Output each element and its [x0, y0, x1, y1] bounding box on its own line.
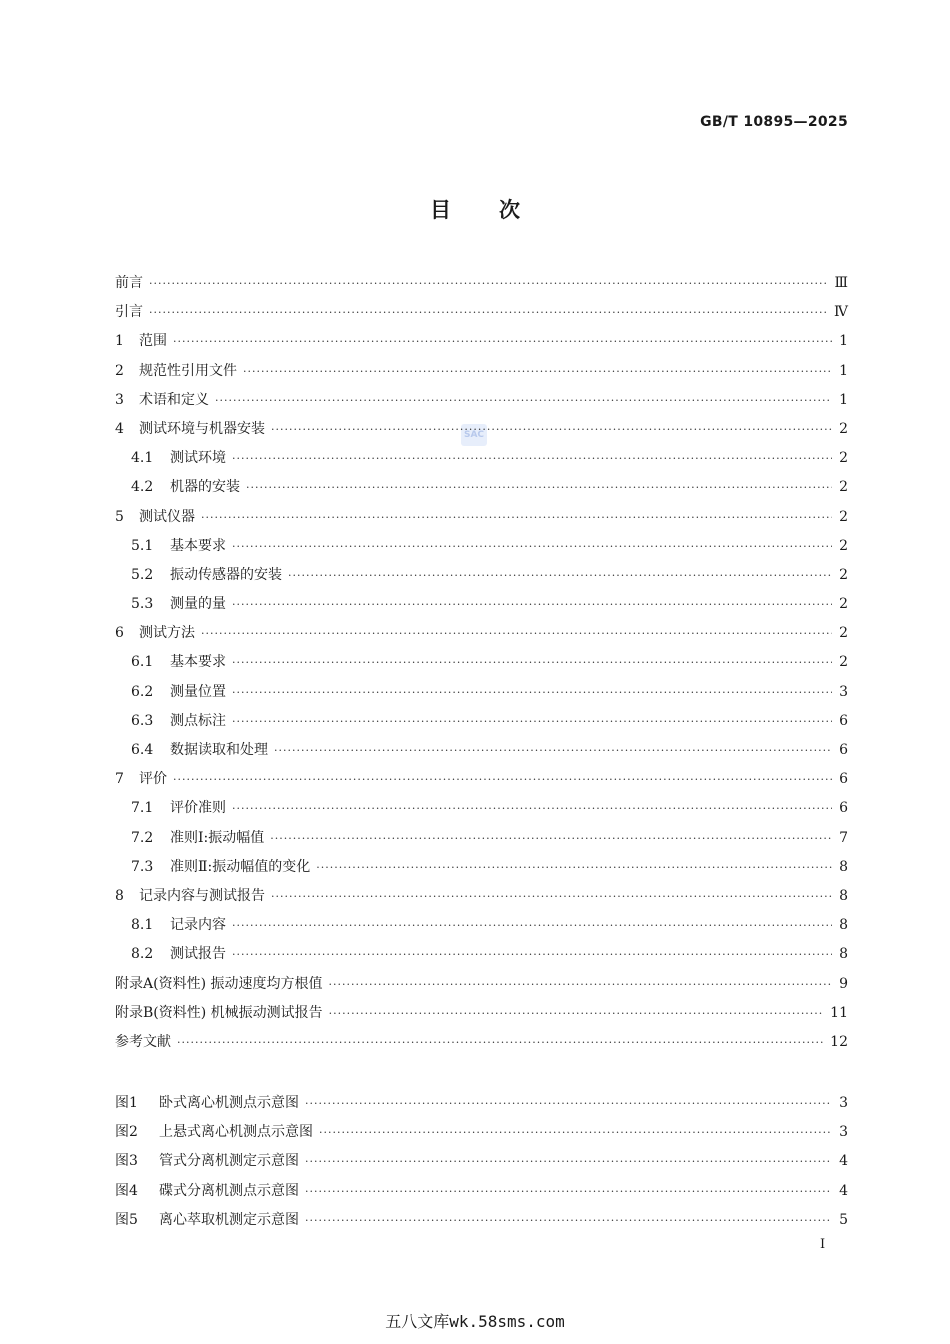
page-number: 12: [830, 1033, 848, 1050]
toc-entry[interactable]: [115, 302, 848, 331]
section-title: 测试环境: [170, 450, 226, 467]
section-number: 5.3: [131, 596, 154, 613]
section-title: 引言: [115, 304, 143, 321]
toc-entry[interactable]: [115, 740, 848, 769]
section-title: 范围: [139, 333, 167, 350]
toc-entry[interactable]: [115, 361, 848, 390]
toc-entry[interactable]: [115, 594, 848, 623]
section-title: 测试仪器: [139, 508, 195, 525]
leader-dots: [173, 770, 832, 790]
page-number: 8: [839, 858, 848, 875]
leader-dots: [232, 595, 832, 615]
figure-number: 图1: [115, 1095, 138, 1111]
page-number: 3: [839, 1124, 848, 1141]
leader-dots: [232, 712, 832, 732]
leader-dots: [305, 1182, 832, 1202]
table-of-contents: [115, 273, 848, 1061]
figure-entry[interactable]: [115, 1210, 848, 1239]
figure-entry[interactable]: [115, 1093, 848, 1122]
leader-dots: [305, 1094, 832, 1114]
section-number: 7.2: [131, 829, 154, 846]
toc-entry[interactable]: [115, 828, 848, 857]
toc-entry[interactable]: [115, 711, 848, 740]
leader-dots: [270, 829, 832, 849]
page-number: 8: [839, 946, 848, 963]
section-number: 6.2: [131, 683, 154, 700]
figure-number: 图3: [115, 1153, 138, 1170]
section-title: 振动传感器的安装: [170, 566, 282, 583]
page-number: 8: [839, 887, 848, 904]
toc-entry[interactable]: [115, 682, 848, 711]
section-number: 6.1: [131, 654, 154, 671]
leader-dots: [271, 420, 832, 440]
section-number: 5.1: [131, 537, 154, 554]
section-title: 评价: [139, 771, 167, 788]
leader-dots: [232, 799, 832, 819]
toc-entry[interactable]: [115, 1003, 848, 1032]
leader-dots: [232, 916, 832, 936]
section-title: 记录内容与测试报告: [139, 887, 265, 904]
section-title: 附录A(资料性) 振动速度均方根值: [115, 975, 323, 992]
section-number: 6: [115, 625, 124, 642]
page-number: 6: [839, 800, 848, 817]
page-number: 1: [839, 333, 848, 350]
section-number: 7.3: [131, 858, 154, 875]
leader-dots: [305, 1211, 832, 1231]
page-number: 3: [839, 1095, 848, 1111]
leader-dots: [271, 887, 832, 907]
toc-entry[interactable]: [115, 390, 848, 419]
toc-entry[interactable]: [115, 652, 848, 681]
leader-dots: [319, 1123, 832, 1143]
section-title: 测试报告: [170, 946, 226, 963]
watermark-logo: SAC: [461, 424, 487, 446]
leader-dots: [246, 478, 832, 498]
section-title: 规范性引用文件: [139, 362, 237, 379]
page-number: 2: [839, 625, 848, 642]
section-title: 测点标注: [170, 712, 226, 729]
page-number: 3: [839, 683, 848, 700]
section-number: 7: [115, 771, 124, 788]
list-of-figures: [115, 1093, 848, 1239]
toc-entry[interactable]: [115, 565, 848, 594]
section-number: 5: [115, 508, 124, 525]
page-number: 2: [839, 508, 848, 525]
section-title: 参考文献: [115, 1033, 171, 1050]
figure-entry[interactable]: [115, 1122, 848, 1151]
page-title: 目次: [430, 197, 568, 222]
toc-entry[interactable]: [115, 886, 848, 915]
page-number: 6: [839, 712, 848, 729]
leader-dots: [328, 975, 832, 995]
page-number: Ⅳ: [834, 304, 848, 321]
figure-title: 上悬式离心机测点示意图: [159, 1124, 313, 1141]
toc-entry[interactable]: [115, 507, 848, 536]
section-number: 1: [115, 333, 124, 350]
section-number: 7.1: [131, 800, 154, 817]
toc-entry[interactable]: [115, 915, 848, 944]
page-number: 4: [839, 1153, 848, 1170]
page-number: 7: [839, 829, 848, 846]
leader-dots: [232, 449, 832, 469]
figure-title: 管式分离机测定示意图: [159, 1153, 299, 1170]
section-title: 测量位置: [170, 683, 226, 700]
figure-entry[interactable]: [115, 1151, 848, 1180]
section-number: 6.3: [131, 712, 154, 729]
section-number: 8: [115, 887, 124, 904]
section-title: 评价准则: [170, 800, 226, 817]
page-number: 2: [839, 450, 848, 467]
page-number: 1: [839, 362, 848, 379]
toc-entry[interactable]: [115, 331, 848, 360]
leader-dots: [329, 1004, 825, 1024]
section-title: 术语和定义: [139, 391, 209, 408]
standard-code: GB/T 10895—2025: [700, 114, 848, 130]
section-title: 测试环境与机器安装: [139, 420, 265, 437]
figure-number: 图5: [115, 1211, 138, 1228]
toc-entry[interactable]: [115, 477, 848, 506]
section-title: 机器的安装: [170, 479, 240, 496]
leader-dots: [215, 391, 832, 411]
leader-dots: [149, 303, 828, 323]
toc-entry[interactable]: [115, 448, 848, 477]
toc-entry[interactable]: [115, 974, 848, 1003]
figure-entry[interactable]: [115, 1181, 848, 1210]
section-number: 3: [115, 391, 124, 408]
page-number: 2: [839, 566, 848, 583]
section-number: 4: [115, 420, 124, 437]
toc-entry[interactable]: [115, 623, 848, 652]
figure-number: 图4: [115, 1182, 138, 1199]
leader-dots: [288, 566, 832, 586]
page-number: 9: [839, 975, 848, 992]
page-number: 2: [839, 537, 848, 554]
page-number: 5: [839, 1211, 848, 1228]
page-number: 4: [839, 1182, 848, 1199]
section-number: 6.4: [131, 742, 154, 758]
page-number: Ⅲ: [834, 275, 848, 291]
page-number: 2: [839, 596, 848, 613]
page-folio: I: [820, 1237, 826, 1252]
footer-watermark-text: 五八文库wk.58sms.com: [385, 1312, 565, 1331]
leader-dots: [305, 1152, 832, 1172]
toc-entry[interactable]: [115, 857, 848, 886]
toc-entry[interactable]: [115, 536, 848, 565]
page-number: 2: [839, 654, 848, 671]
section-title: 前言: [115, 275, 143, 291]
leader-dots: [232, 653, 832, 673]
leader-dots: [201, 508, 832, 528]
toc-entry[interactable]: [115, 944, 848, 973]
section-title: 基本要求: [170, 537, 226, 554]
toc-entry[interactable]: [115, 273, 848, 302]
figure-number: 图2: [115, 1124, 138, 1141]
figure-title: 碟式分离机测点示意图: [159, 1182, 299, 1199]
page-number: 2: [839, 479, 848, 496]
page-number: 1: [839, 391, 848, 408]
leader-dots: [316, 858, 832, 878]
page-number: 8: [839, 917, 848, 934]
page-number: 2: [839, 420, 848, 437]
section-number: 8.2: [131, 946, 154, 963]
leader-dots: [232, 537, 832, 557]
toc-entry[interactable]: [115, 419, 848, 448]
page-number: 6: [839, 742, 848, 758]
section-title: 测试方法: [139, 625, 195, 642]
toc-entry[interactable]: [115, 1032, 848, 1061]
section-title: 附录B(资料性) 机械振动测试报告: [115, 1004, 323, 1021]
leader-dots: [274, 741, 832, 761]
section-title: 数据读取和处理: [170, 742, 268, 758]
section-number: 2: [115, 362, 124, 379]
section-title: 测量的量: [170, 596, 226, 613]
section-number: 8.1: [131, 917, 154, 934]
leader-dots: [232, 945, 832, 965]
leader-dots: [149, 274, 828, 294]
section-title: 准则Ⅱ:振动幅值的变化: [170, 858, 311, 875]
toc-entry[interactable]: [115, 798, 848, 827]
figure-title: 卧式离心机测点示意图: [159, 1095, 299, 1111]
section-title: 记录内容: [170, 917, 226, 934]
leader-dots: [243, 362, 832, 382]
figure-title: 离心萃取机测定示意图: [159, 1211, 299, 1228]
page-number: 11: [830, 1004, 848, 1021]
toc-entry[interactable]: [115, 769, 848, 798]
leader-dots: [173, 332, 832, 352]
section-number: 4.2: [131, 479, 154, 496]
leader-dots: [232, 683, 832, 703]
section-number: 4.1: [131, 450, 154, 467]
page-number: 6: [839, 771, 848, 788]
leader-dots: [201, 624, 832, 644]
section-title: 基本要求: [170, 654, 226, 671]
section-number: 5.2: [131, 566, 154, 583]
leader-dots: [177, 1033, 824, 1053]
section-title: 准则Ⅰ:振动幅值: [170, 829, 265, 846]
